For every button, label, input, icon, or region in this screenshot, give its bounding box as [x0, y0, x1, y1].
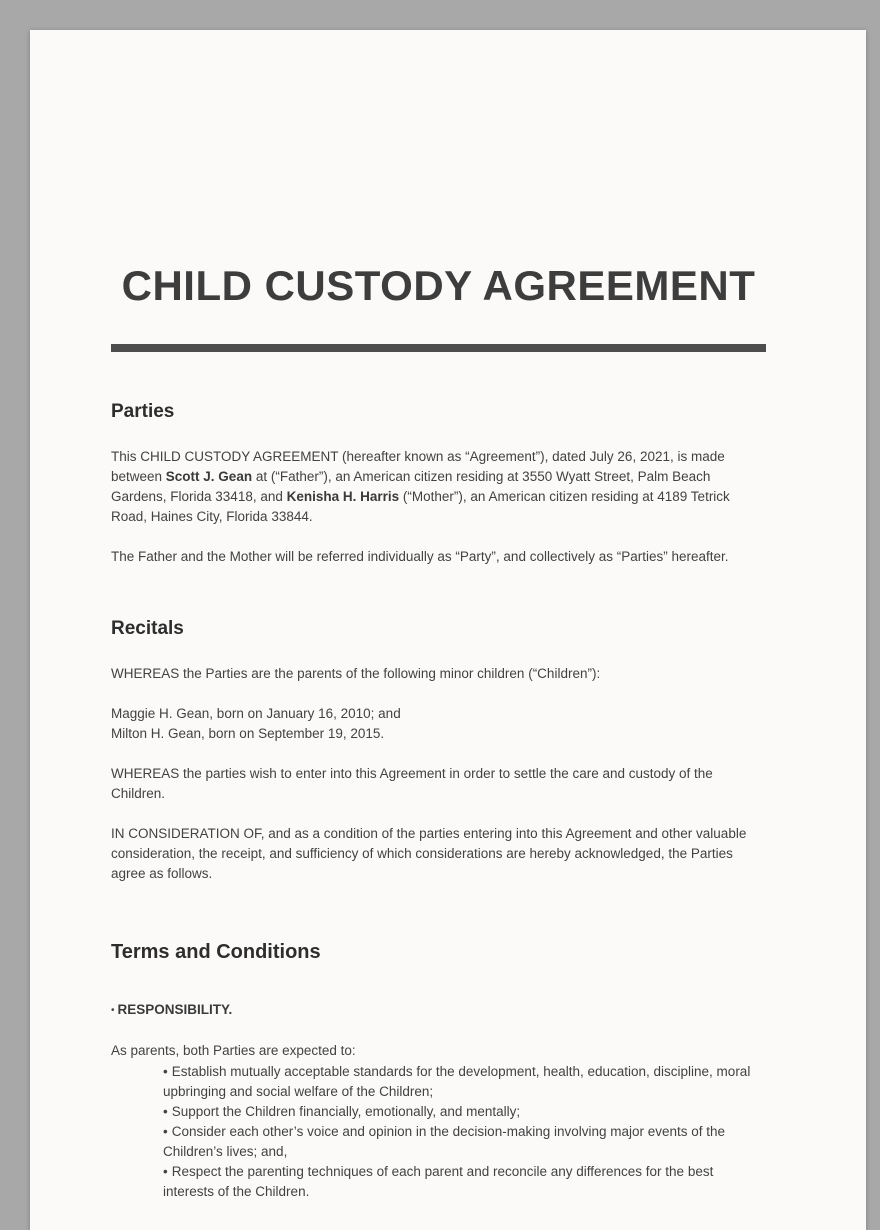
parties-heading: Parties	[111, 401, 175, 423]
list-item-text: Support the Children financially, emotionally, and mentally;	[171, 1104, 521, 1120]
responsibility-bullet-list	[111, 1062, 766, 1202]
children-list	[111, 704, 766, 744]
recitals-paragraph-3: IN CONSIDERATION OF, and as a condition of the parties entering into this Agreement and other valuable consideration, the receipt, and sufficiency of which considerations are hereby acknowledged, the Parties agree as follows.	[111, 826, 747, 882]
bullet-icon: •	[163, 1164, 168, 1180]
bullet-icon: •	[163, 1064, 168, 1080]
document-title: CHILD CUSTODY AGREEMENT	[121, 262, 756, 309]
list-item-text: Establish mutually acceptable standards for the development, health, education, discipline, moral upbringing and social welfare of the Children;	[163, 1064, 751, 1100]
child-1: Maggie H. Gean, born on January 16, 2010; and	[111, 706, 401, 722]
parties-paragraph-2: The Father and the Mother will be referred individually as “Party”, and collectively as “Parties” hereafter.	[111, 549, 729, 565]
bullet-icon: •	[111, 1005, 115, 1017]
parties-text-3: (“Mother”), an American citizen residing at 4189 Tetrick Road, Haines City, Florida 33844.	[111, 489, 730, 525]
responsibility-text: RESPONSIBILITY.	[117, 1002, 233, 1018]
parties-text-1: This CHILD CUSTODY AGREEMENT (hereafter known as “Agreement”), dated July 26, 2021, is made between	[111, 449, 725, 485]
list-item-text: Respect the parenting techniques of each parent and reconcile any differences for the best interests of the Children.	[163, 1164, 714, 1200]
section-recitals	[111, 617, 766, 884]
parties-text-2: at (“Father”), an American citizen residing at 3550 Wyatt Street, Palm Beach Gardens, Florida 33418, and	[111, 469, 711, 505]
list-item	[163, 1102, 766, 1122]
list-item	[163, 1162, 766, 1202]
recitals-heading: Recitals	[111, 618, 184, 640]
bullet-icon: •	[163, 1124, 168, 1140]
section-terms	[111, 940, 766, 1202]
mother-name: Kenisha H. Harris	[286, 489, 400, 505]
list-item-text: Consider each other’s voice and opinion in the decision-making involving major events of the Children’s lives; and,	[163, 1124, 726, 1160]
bullet-icon: •	[163, 1104, 168, 1120]
child-2: Milton H. Gean, born on September 19, 2015.	[111, 726, 385, 742]
terms-heading: Terms and Conditions	[111, 941, 321, 964]
list-item	[163, 1122, 766, 1162]
parties-paragraph-1	[111, 447, 766, 527]
recitals-paragraph-1: WHEREAS the Parties are the parents of the following minor children (“Children”):	[111, 666, 601, 682]
list-item	[163, 1062, 766, 1102]
father-name: Scott J. Gean	[165, 469, 253, 485]
responsibility-label	[111, 1000, 766, 1021]
title-divider	[111, 344, 766, 352]
recitals-paragraph-2: WHEREAS the parties wish to enter into this Agreement in order to settle the care and custody of the Children.	[111, 766, 713, 802]
section-parties	[111, 400, 766, 567]
document-page	[30, 30, 866, 1230]
terms-intro: As parents, both Parties are expected to:	[111, 1043, 356, 1059]
